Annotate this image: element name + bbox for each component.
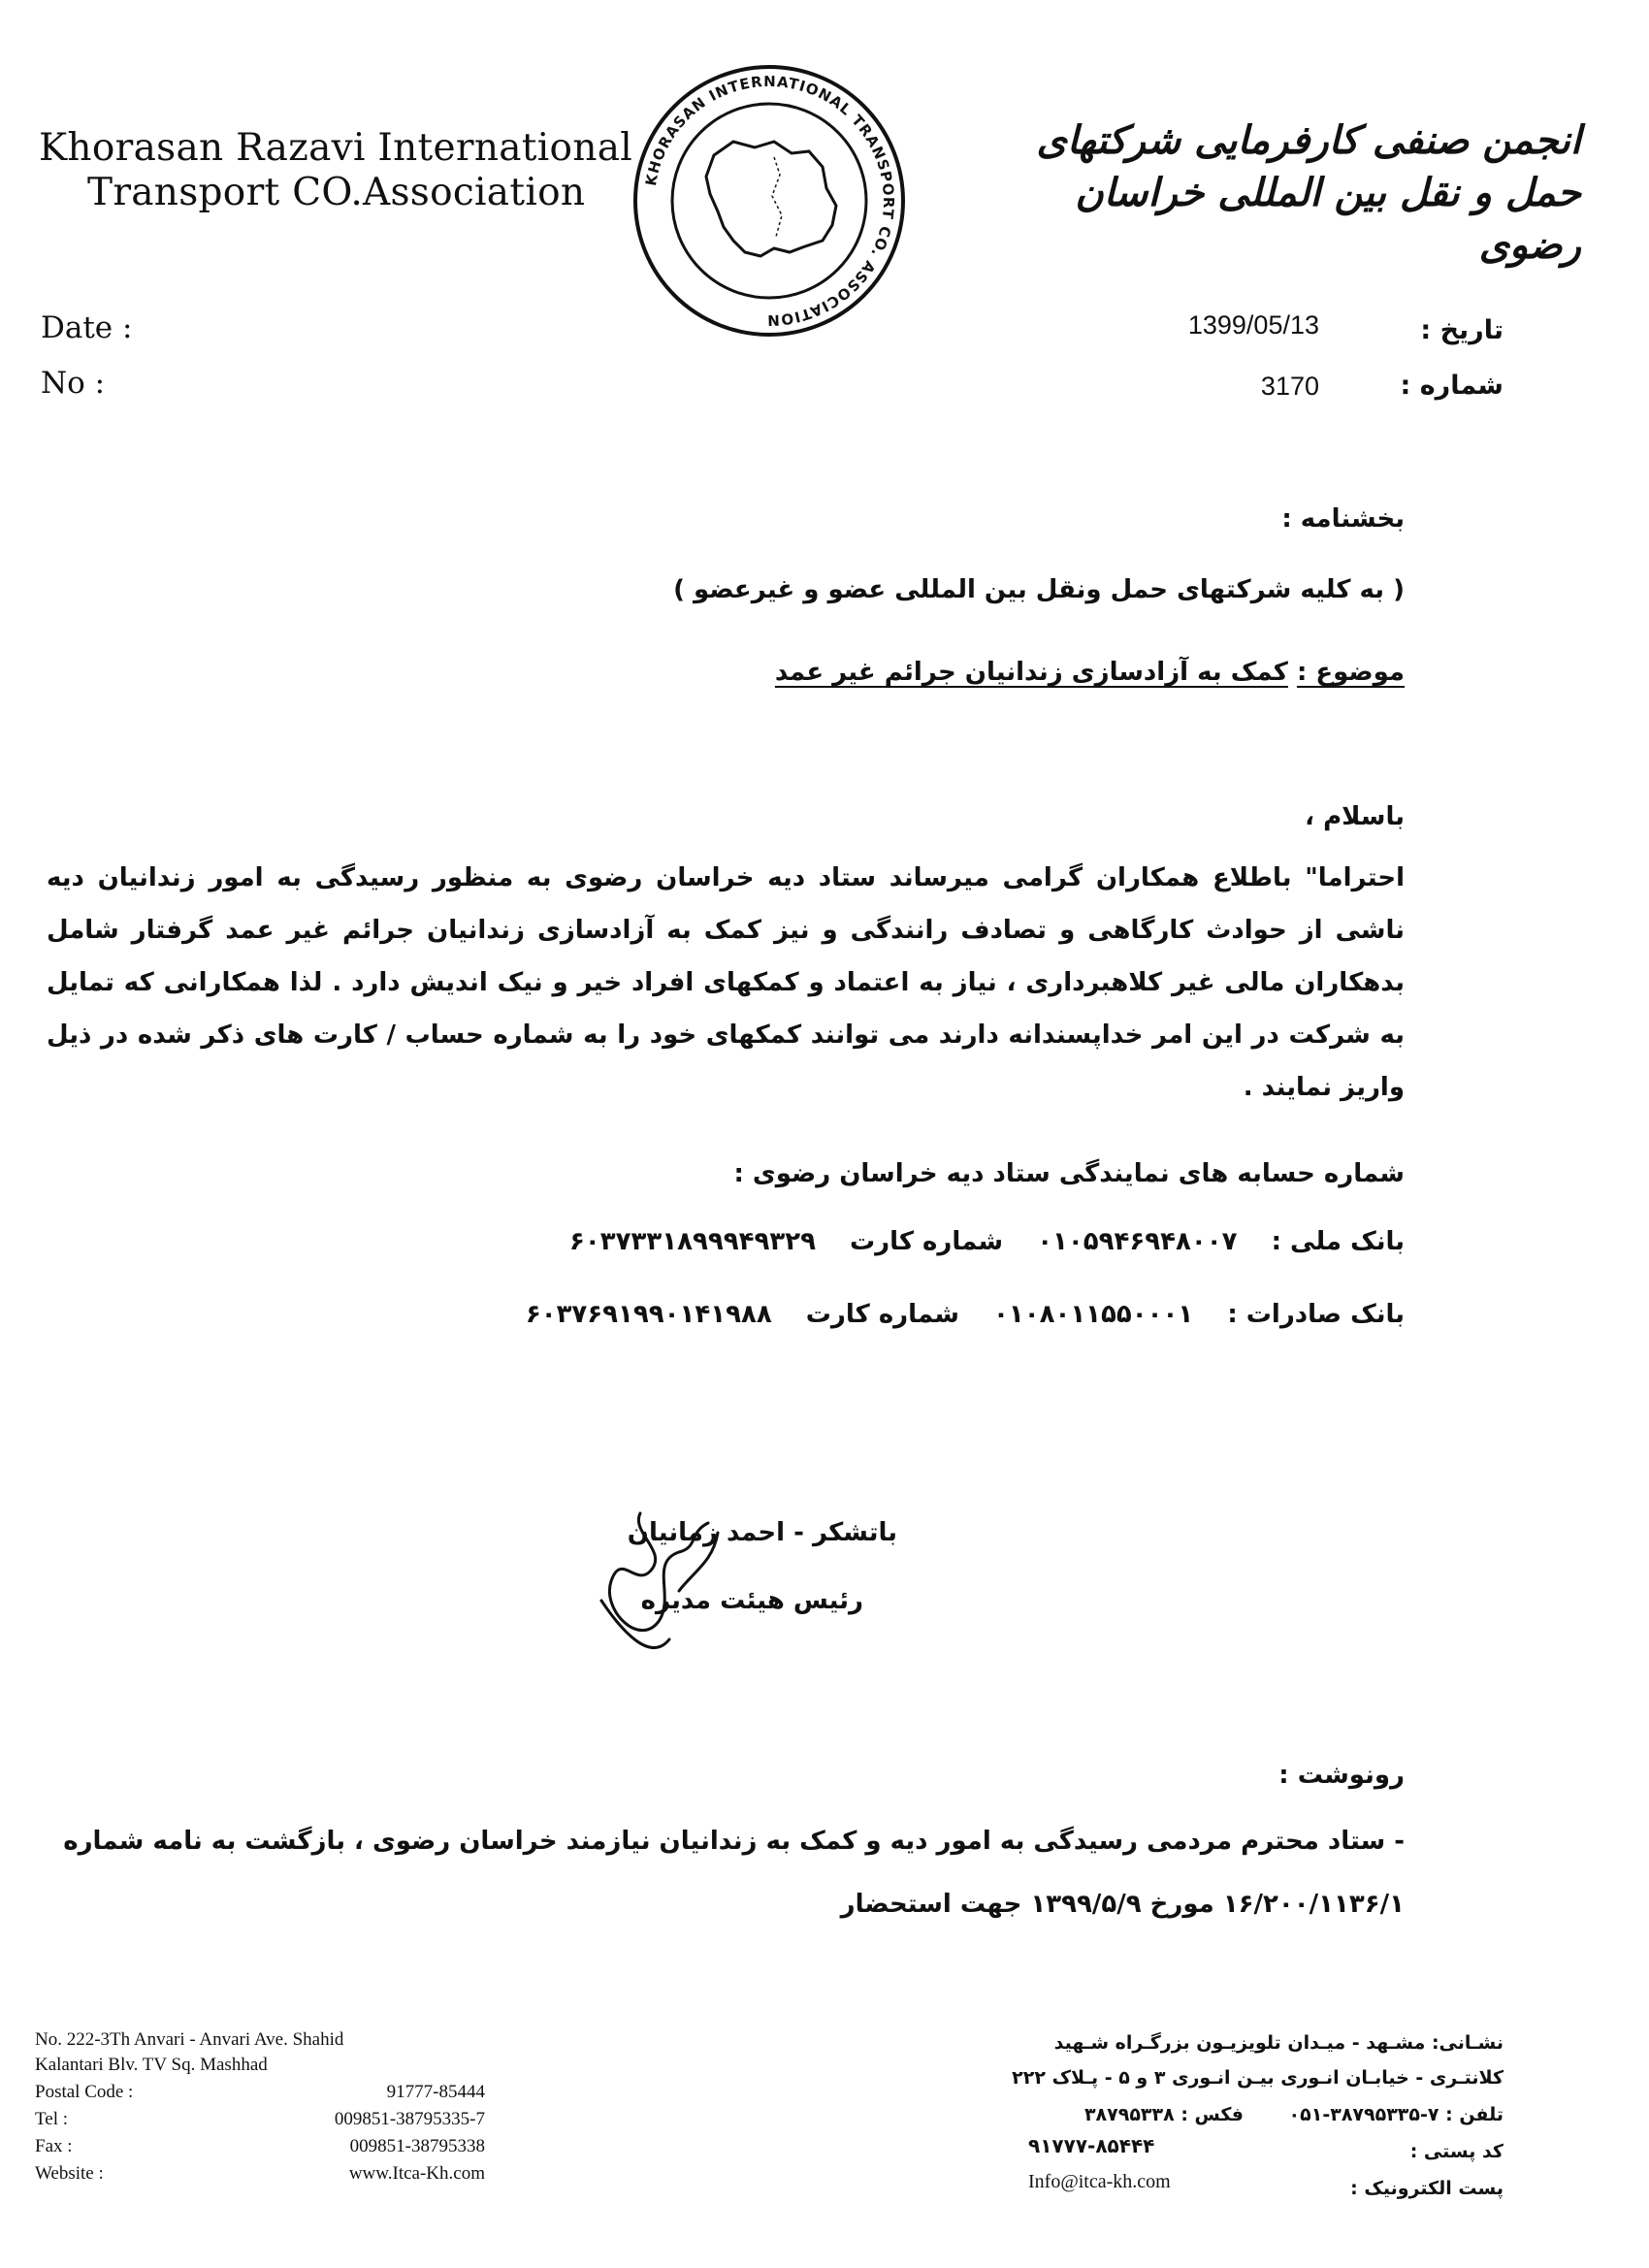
subject-line (114, 653, 1405, 692)
subject-text: کمک به آزادسازی زندانیان جرائم غیر عمد (774, 658, 1288, 687)
card-number: ۶۰۳۷۳۳۱۸۹۹۹۴۹۳۲۹ (569, 1227, 816, 1256)
iran-map-icon (706, 142, 836, 256)
footer-address-fa-line1: نشـانی: مشـهد - میـدان تلویزیـون بزرگـراه شـهید (1053, 2032, 1504, 2054)
footer-email-fa-label: پست الکترونیک : (1350, 2178, 1504, 2199)
card-label: شماره کارت (850, 1227, 1004, 1256)
date-value: 1399/05/13 (1187, 310, 1319, 340)
recipients-line: ( به کلیه شرکتهای حمل ونقل بین المللی عضو و غیرعضو ) (673, 575, 1405, 604)
date-label-en: Date : (41, 310, 133, 345)
card-label: شماره کارت (805, 1300, 959, 1329)
organization-name-en-line2: Transport CO.Association (87, 171, 586, 214)
card-number: ۶۰۳۷۶۹۱۹۹۰۱۴۱۹۸۸ (525, 1300, 772, 1329)
footer-address-fa-line2: کلانتـری - خیابـان انـوری بیـن انـوری ۳ و ۵ - پـلاک ۲۲۲ (1012, 2067, 1504, 2089)
organization-name-fa: انجمن صنفی کارفرمایی شرکتهای حمل و نقل بین المللی خراسان رضوی (1036, 118, 1581, 268)
footer-fax-fa: فکس : ۳۸۷۹۵۳۳۸ (1083, 2104, 1244, 2125)
organization-name-en (39, 126, 632, 215)
handwritten-signature (582, 1494, 776, 1669)
letter-body-paragraph: احتراما" باطلاع همکاران گرامی میرساند ستاد دیه خراسان رضوی به منظور رسیدگی به امور زندانیان دیه ناشی از حوادث کارگاهی و تصادف رانندگی و نیز کمک به آزادسازی زندانیان جرائم غیر عمد گرفتار شامل بدهکاران مالی غیر کلاهبرداری ، نیاز به اعتماد و کمکهای افراد خیر و نیک اندیش دارد . لذا همکارانی که تمایل به شرکت در این امر خداپسندانه دارند می توانند کمکهای خود را به شماره حساب / کارت های ذکر شده در ذیل واریز نمایند . (47, 863, 1405, 1102)
subject-label: موضوع : (1296, 658, 1405, 687)
footer-website-link[interactable]: www.Itca-Kh.com (348, 2163, 485, 2184)
cc-line-1: - ستاد محترم مردمی رسیدگی به امور دیه و کمک به زندانیان نیازمند خراسان رضوی ، بازگشت به نامه شماره (63, 1827, 1405, 1856)
cc-line-2: ۱۶/۲۰۰/۱۱۳۶/۱ مورخ ۱۳۹۹/۵/۹ جهت استحضار (840, 1890, 1405, 1919)
account-number: ۰۱۰۸۰۱۱۵۵۰۰۰۱ (992, 1300, 1194, 1329)
footer-postal-fa-label: کد پستی : (1409, 2141, 1504, 2162)
footer-postal-label-en: Postal Code : (35, 2082, 134, 2102)
greeting: باسلام ، (1305, 802, 1405, 831)
svg-text:KHORASAN INTERNATIONAL TRANSPO (642, 73, 897, 329)
number-label-fa: شماره : (1400, 371, 1504, 401)
association-seal-logo (629, 60, 910, 341)
closing-line: باتشکر - احمد زمانیان (627, 1518, 897, 1547)
cc-label: رونوشت : (1278, 1761, 1405, 1790)
account-number: ۰۱۰۵۹۴۶۹۴۸۰۰۷ (1037, 1227, 1238, 1256)
footer-tel-fa: تلفن : ۷-۳۸۷۹۵۳۳۵-۰۵۱ (1288, 2104, 1504, 2125)
footer-postal-value: 91777-85444 (386, 2082, 485, 2102)
account-row (338, 1227, 1405, 1256)
footer-email-link[interactable]: Info@itca-kh.com (1028, 2171, 1171, 2192)
signer-title: رئیس هیئت مدیره (640, 1586, 863, 1615)
account-row (338, 1300, 1405, 1329)
number-label-en: No : (41, 366, 106, 401)
footer-phone-fax-fa (960, 2097, 1504, 2132)
footer-fax-label-en: Fax : (35, 2136, 73, 2156)
footer-address-en-line1: No. 222-3Th Anvari - Anvari Ave. Shahid (35, 2029, 344, 2050)
footer-postal-fa-value: ۹۱۷۷۷-۸۵۴۴۴ (1028, 2134, 1155, 2157)
footer-tel-value: 009851-38795335-7 (334, 2109, 485, 2129)
seal-ring-text: KHORASAN INTERNATIONAL TRANSPORT CO. ASSOCIATION (641, 72, 898, 330)
accounts-title: شماره حسابه های نمایندگی ستاد دیه خراسان رضوی : (733, 1159, 1405, 1188)
bank-name: بانک ملی : (1271, 1227, 1405, 1256)
circular-label: بخشنامه : (1281, 504, 1405, 534)
footer-website-label-en: Website : (35, 2163, 104, 2184)
bank-name: بانک صادرات : (1227, 1300, 1405, 1329)
footer-tel-label-en: Tel : (35, 2109, 69, 2129)
date-label-fa: تاریخ : (1420, 315, 1504, 345)
footer-address-en-line2: Kalantari Blv. TV Sq. Mashhad (35, 2055, 268, 2075)
organization-name-en-line1: Khorasan Razavi International (39, 126, 633, 170)
footer-fax-value: 009851-38795338 (349, 2136, 485, 2156)
number-value: 3170 (1260, 372, 1319, 401)
